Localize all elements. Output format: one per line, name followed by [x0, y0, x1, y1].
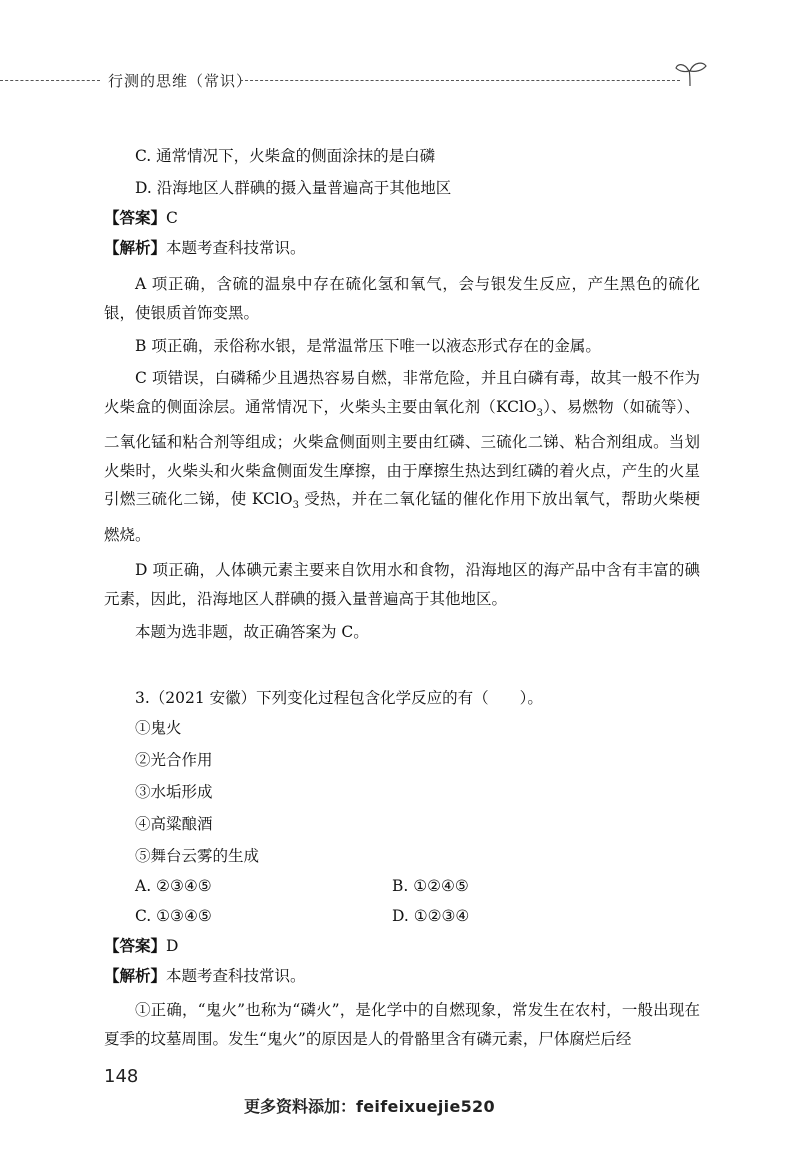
sprout-icon: [674, 58, 708, 88]
analysis-intro: 本题考查科技常识。: [166, 239, 306, 257]
answer-value: C: [166, 209, 178, 227]
q3-item-5: ⑤舞台云雾的生成: [135, 847, 260, 865]
footer-contact-id: feifeixuejie520: [356, 1097, 495, 1116]
analysis-label: 【解析】: [104, 967, 167, 985]
para-c-part3: 受热，并在二氧化锰的催化作用下放出氧气，帮助火柴梗燃烧。: [104, 490, 700, 544]
subscript-3: 3: [536, 407, 544, 419]
subscript-3: 3: [292, 500, 299, 512]
q2-para-c: [104, 364, 700, 549]
page-number: 148: [104, 1066, 139, 1087]
q3-option-b: B. ①②④⑤: [392, 877, 469, 895]
footer-prefix: 更多资料添加：: [244, 1097, 357, 1116]
answer-label: 【答案】: [104, 937, 167, 955]
q3-option-c: C. ①③④⑤: [135, 907, 212, 925]
q2-option-d: D. 沿海地区人群碘的摄入量普遍高于其他地区: [135, 179, 452, 197]
analysis-label: 【解析】: [104, 239, 167, 257]
q3-item-1: ①鬼火: [135, 719, 182, 737]
q2-para-b: B 项正确，汞俗称水银，是常温常压下唯一以液态形式存在的金属。: [135, 337, 601, 355]
q3-item-3: ③水垢形成: [135, 783, 213, 801]
analysis-intro: 本题考查科技常识。: [166, 967, 306, 985]
q2-para-d: D 项正确，人体碘元素主要来自饮用水和食物，沿海地区的海产品中含有丰富的碘元素，因此，沿海地区人群碘的摄入量普遍高于其他地区。: [104, 561, 700, 608]
answer-label: 【答案】: [104, 209, 167, 227]
q2-para-a: A 项正确，含硫的温泉中存在硫化氢和氧气，会与银发生反应，产生黑色的硫化银，使银质首饰变黑。: [104, 275, 700, 322]
q2-option-c: C. 通常情况下，火柴盒的侧面涂抹的是白磷: [135, 147, 436, 165]
q2-analysis: [104, 234, 700, 263]
header-rule-left: [0, 80, 100, 81]
q3-option-d: D. ①②③④: [392, 907, 470, 925]
q3-item-4: ④高粱酿酒: [135, 815, 213, 833]
q3-answer: [104, 932, 700, 961]
header-rule-right: [240, 80, 680, 81]
q3-stem: 3.（2021 安徽）下列变化过程包含化学反应的有（ ）。: [135, 689, 543, 707]
q3-option-a: A. ②③④⑤: [135, 877, 212, 895]
q3-analysis: [104, 962, 700, 991]
running-header-title: 行测的思维（常识）: [108, 72, 253, 90]
para-c-part1: C 项错误，白磷稀少且遇热容易自燃，非常危险，并且白磷有毒，故其一般不作为火柴盒的侧面涂层。通常情况下，火柴头主要由氧化剂（KClO: [104, 369, 700, 416]
q2-conclusion: 本题为选非题，故正确答案为 C。: [135, 623, 369, 641]
q3-item-2: ②光合作用: [135, 751, 213, 769]
para-c-part2: ）、易燃物（如硫等）、二氧化锰和粘合剂等组成；火柴盒侧面则主要由红磷、三硫化二锑、粘合剂组成。当划火柴时，火柴头和火柴盒侧面发生摩擦，由于摩擦生热达到红磷的着火点，产生的火星引燃三硫化二锑，使 KClO: [104, 397, 700, 509]
q2-answer: [104, 204, 700, 233]
footer-contact: [244, 1094, 495, 1117]
answer-value: D: [166, 937, 179, 955]
q3-para-1: ①正确，“鬼火”也称为“磷火”，是化学中的自燃现象，常发生在农村，一般出现在夏季的坟墓周围。发生“鬼火”的原因是人的骨骼里含有磷元素，尸体腐烂后经: [104, 1001, 700, 1048]
